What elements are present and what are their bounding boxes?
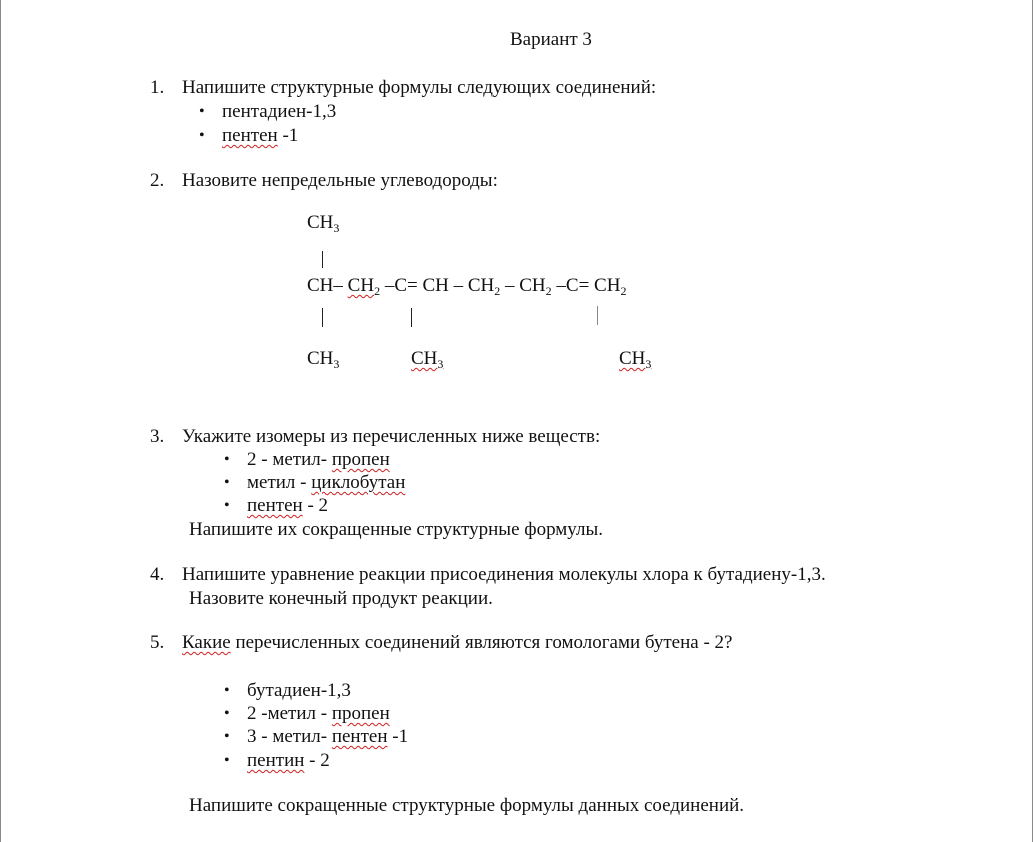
bond-top (322, 251, 323, 268)
formula-bottom-ch3-1: $CH_3$ (307, 348, 340, 371)
q1-item-2-suffix: -1 (277, 125, 299, 146)
q2-number: 2. (150, 170, 165, 191)
q5-item-2: 2 -метил - пропен (247, 703, 390, 724)
q1-item-1: пентадиен-1,3 (222, 101, 337, 122)
q5-item-1: бутадиен-1,3 (247, 680, 351, 701)
bond-bottom-1 (322, 308, 323, 327)
bond-bottom-3 (597, 306, 598, 325)
formula-main-chain: CH– $CH_2$ –C= CH – $CH_2 - CH_2$ $-C= CH_2$ (307, 275, 627, 298)
formula-top-ch3: $CH_3$ (307, 212, 340, 235)
q5-bullet-3: • (224, 728, 230, 745)
q3-bullet-3: • (224, 497, 230, 514)
q3-number: 3. (150, 426, 165, 447)
q1-number: 1. (150, 77, 165, 98)
bond-bottom-2 (411, 308, 412, 327)
q3-item-2: метил - циклобутан (247, 472, 406, 493)
q5-bullet-4: • (224, 752, 230, 769)
q5-item-4: пентин - 2 (247, 750, 330, 771)
q5-item-3: 3 - метил- пентен -1 (247, 726, 409, 747)
page-title: Вариант 3 (510, 29, 592, 50)
q4-text: Напишите уравнение реакции присоединения молекулы хлора к бутадиену-1,3. (182, 564, 826, 585)
q2-text: Назовите непредельные углеводороды: (182, 170, 498, 191)
q1-item-2-word: пентен (222, 125, 278, 146)
formula-bottom-ch3-3: $CH_3$ (619, 348, 652, 371)
q1-text: Напишите структурные формулы следующих соединений: (182, 77, 657, 98)
q3-note: Напишите их сокращенные структурные формулы. (189, 519, 603, 540)
q5-bullet-2: • (224, 705, 230, 722)
q3-item-3: пентен - 2 (247, 495, 329, 516)
q5-number: 5. (150, 632, 165, 653)
page-edge-left (0, 0, 1, 842)
q3-bullet-1: • (224, 451, 230, 468)
chain-ch: CH– (307, 275, 343, 296)
chain-ch2: $CH_2$ (347, 275, 381, 298)
formula-bottom-ch3-2: $CH_3$ (411, 348, 444, 371)
q4-line2: Назовите конечный продукт реакции. (189, 588, 493, 609)
q5-text: Какие перечисленных соединений являются гомологами бутена - 2? (182, 632, 733, 653)
q1-item-2 (222, 126, 298, 145)
q3-text: Укажите изомеры из перечисленных ниже веществ: (182, 426, 601, 447)
q5-bullet-1: • (224, 682, 230, 699)
q1-bullet-1: • (199, 103, 205, 120)
q3-bullet-2: • (224, 474, 230, 491)
q1-bullet-2: • (199, 127, 205, 144)
q3-item-1: 2 - метил- пропен (247, 449, 390, 470)
q5-note: Напишите сокращенные структурные формулы данных соединений. (189, 795, 745, 816)
q4-number: 4. (150, 564, 165, 585)
